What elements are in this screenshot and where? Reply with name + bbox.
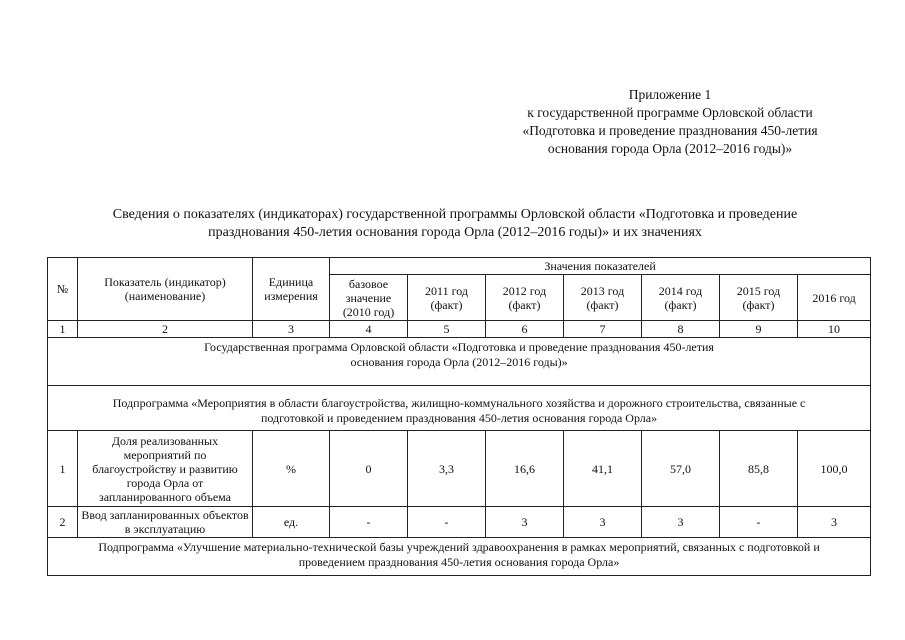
col-number: 7 — [564, 321, 642, 338]
row-value: 41,1 — [564, 431, 642, 507]
header-base: базовое значение (2010 год) — [330, 275, 408, 321]
indicators-table — [47, 257, 871, 576]
program-title-row — [48, 338, 871, 386]
appendix-line: основания города Орла (2012–2016 годы)» — [547, 141, 793, 156]
row-value: 3 — [564, 507, 642, 538]
row-unit: % — [253, 431, 330, 507]
row-num: 2 — [48, 507, 78, 538]
document-title — [60, 206, 850, 242]
row-value: - — [330, 507, 408, 538]
row-value: 57,0 — [642, 431, 720, 507]
header-2014: 2014 год (факт) — [642, 275, 720, 321]
row-value: 3 — [486, 507, 564, 538]
col-number: 3 — [253, 321, 330, 338]
row-indicator-name: Доля реализованных мероприятий по благоустройству и развитию города Орла от запланированного объема — [78, 431, 253, 507]
row-value: - — [408, 507, 486, 538]
col-number: 2 — [78, 321, 253, 338]
col-number: 4 — [330, 321, 408, 338]
header-indicator: Показатель (индикатор) (наименование) — [78, 258, 253, 321]
header-2015: 2015 год (факт) — [720, 275, 798, 321]
row-indicator-name: Ввод запланированных объектов в эксплуатацию — [78, 507, 253, 538]
col-number: 10 — [798, 321, 871, 338]
subprogram-2-row — [48, 538, 871, 576]
row-value: 85,8 — [720, 431, 798, 507]
header-num: № — [48, 258, 78, 321]
table-row — [48, 431, 871, 507]
row-value: 100,0 — [798, 431, 871, 507]
title-line: празднования 450-летия основания города Орла (2012–2016 годы)» и их значениях — [208, 225, 702, 240]
program-title-line: Государственная программа Орловской области «Подготовка и проведение празднования 450-летия — [204, 340, 714, 354]
appendix-header — [470, 86, 870, 158]
col-number: 9 — [720, 321, 798, 338]
appendix-line: Приложение 1 — [628, 87, 712, 102]
col-number: 6 — [486, 321, 564, 338]
row-value: 16,6 — [486, 431, 564, 507]
title-line: Сведения о показателях (индикаторах) государственной программы Орловской области «Подготовка и проведение — [112, 207, 798, 222]
appendix-line: «Подготовка и проведение празднования 450-летия — [522, 123, 818, 138]
header-2011: 2011 год (факт) — [408, 275, 486, 321]
appendix-line: к государственной программе Орловской области — [527, 105, 813, 120]
table-row — [48, 507, 871, 538]
header-2013: 2013 год (факт) — [564, 275, 642, 321]
row-unit: ед. — [253, 507, 330, 538]
subprogram-2-line: Подпрограмма «Улучшение материально-технической базы учреждений здравоохранения в рамках мероприятий, связанных с подготовкой и — [98, 540, 820, 554]
row-value: 0 — [330, 431, 408, 507]
subprogram-1-row — [48, 386, 871, 431]
row-value: 3 — [642, 507, 720, 538]
row-num: 1 — [48, 431, 78, 507]
row-value: 3,3 — [408, 431, 486, 507]
col-number: 1 — [48, 321, 78, 338]
header-2016: 2016 год — [798, 275, 871, 321]
program-title-line: основания города Орла (2012–2016 годы)» — [350, 355, 568, 369]
subprogram-1-line: Подпрограмма «Мероприятия в области благоустройства, жилищно-коммунального хозяйства и дорожного строительства, связанные с — [112, 396, 806, 410]
subprogram-1-line: подготовкой и проведением празднования 450-летия основания города Орла» — [260, 411, 658, 425]
header-unit: Единица измерения — [253, 258, 330, 321]
subprogram-2-line: проведением празднования 450-летия основания города Орла» — [298, 555, 620, 569]
header-values-group: Значения показателей — [330, 258, 871, 275]
row-value: 3 — [798, 507, 871, 538]
header-2012: 2012 год (факт) — [486, 275, 564, 321]
row-value: - — [720, 507, 798, 538]
col-number: 8 — [642, 321, 720, 338]
col-number: 5 — [408, 321, 486, 338]
